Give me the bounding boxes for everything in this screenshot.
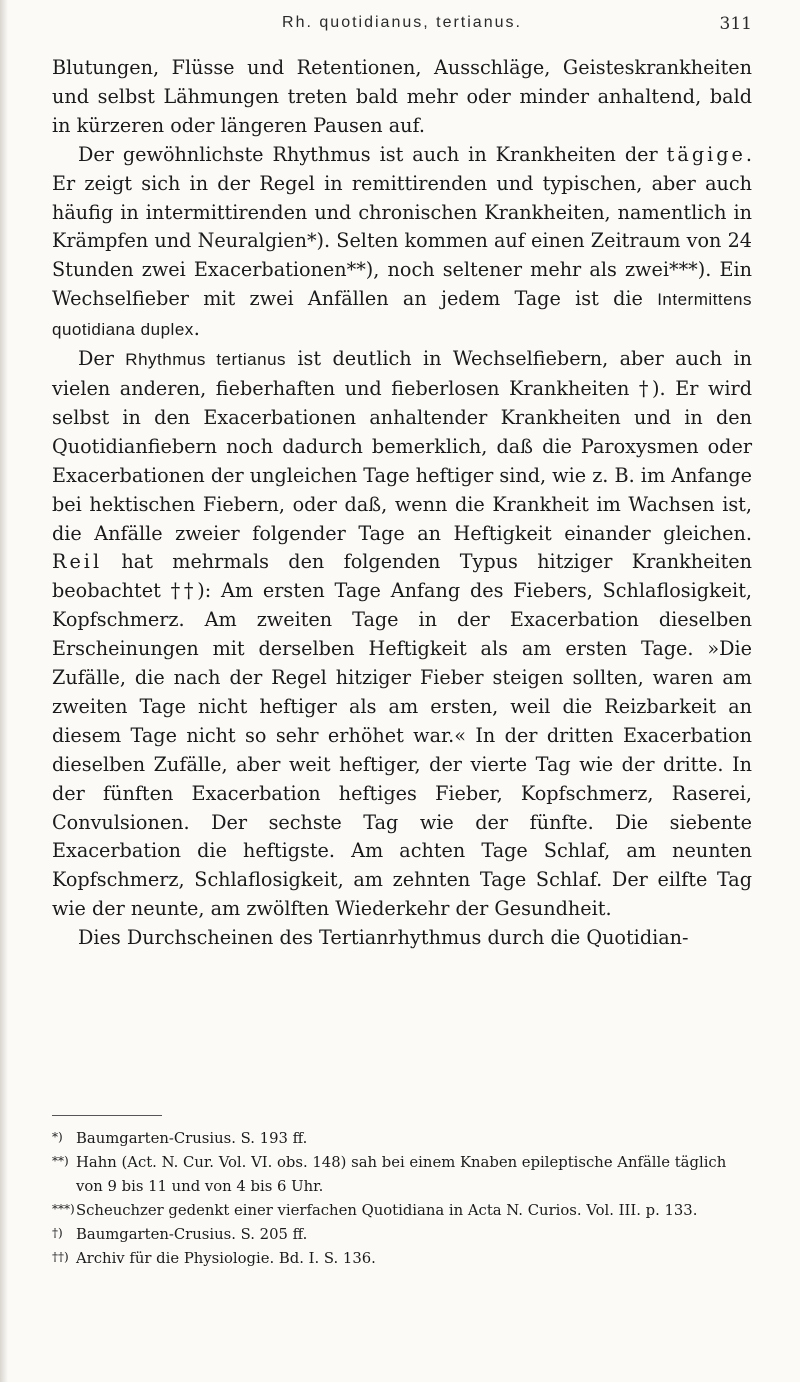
paragraph-2-part-a: Der gewöhnlichste Rhythmus ist auch in Krankheiten der [78,142,667,166]
paragraph-3-part-c: hat mehrmals den folgenden Typus hitziger Krankheiten beobachtet ††): Am ersten Tage Anfang des Fiebers, Schlaflosigkeit, Kopfschmerz. Am zweiten Tage in der Exacerbation dieselben Erscheinungen mit derselben Heftigkeit als am ersten Tage. »Die Zufälle, die nach der Regel hitziger Fieber steigen sollten, waren am zweiten Tage nicht heftiger als am ersten, weil die Reizbarkeit an diesem Tage nicht so sehr erhöhet war.« In der dritten Exacerbation dieselben Zufälle, aber weit heftiger, der vierte Tag wie der dritte. In der fünften Exacerbation heftiges Fieber, Kopfschmerz, Raserei, Convulsionen. Der sechste Tag wie der fünfte. Die siebente Exacerbation die heftigste. Am achten Tage Schlaf, am neunten Kopfschmerz, Schlaflosigkeit, am zehnten Tage Schlaf. Der eilfte Tag wie der neunte, am zwölften Wiederkehr der Gesundheit. [52,550,752,921]
page-number: 311 [719,14,752,34]
footnote-mark: *) [52,1130,63,1144]
footnote [52,1198,752,1222]
footnote-text: Archiv für die Physiologie. Bd. I. S. 136. [76,1250,376,1268]
footnote [52,1126,752,1150]
footnote-rule [52,1115,162,1116]
footnote-text: Baumgarten-Crusius. S. 205 ff. [76,1226,308,1244]
footnote-mark: ***) [52,1201,75,1216]
footnote-text: Hahn (Act. N. Cur. Vol. VI. obs. 148) sah bei einem Knaben epileptische Anfälle täglich von 9 bis 11 und von 4 bis 6 Uhr. [76,1154,727,1195]
paragraph-2-part-b: . Er zeigt sich in der Regel in remittirenden und typischen, aber auch häufig in intermittirenden und chronischen Krankheiten, namentlich in Krämpfen und Neuralgien*). Selten kommen auf einen Zeitraum von 24 Stunden zwei Exacerbationen**), noch seltener mehr als zwei***). Ein Wechselfieber mit zwei Anfällen an jedem Tage ist die [52,142,752,311]
emphasis-reil: Reil [52,550,103,574]
footnote [52,1246,752,1270]
footnote [52,1150,752,1198]
footnote-mark: ††) [52,1250,69,1265]
footnote-mark: **) [52,1154,69,1169]
latin-term-rhythmus-tertianus: Rhythmus tertianus [125,350,287,370]
paragraph-1: Blutungen, Flüsse und Retentionen, Ausschläge, Geisteskrankheiten und selbst Lähmungen treten bald mehr oder minder anhaltend, bald in kürzeren oder längeren Pausen auf. [52,56,752,137]
page-header [52,14,752,38]
latin-term-quotidiana: Intermittens quotidiana duplex [52,290,752,340]
footnote [52,1222,752,1246]
footnote-mark: †) [52,1226,63,1241]
paragraph-2 [52,141,752,345]
emphasis-taegige: tägige [666,142,746,166]
paragraph-2-part-c: . [193,317,200,341]
body-text [52,54,752,953]
paragraph-4: Dies Durchscheinen des Tertianrhythmus durch die Quotidian- [78,926,689,950]
paragraph-3-part-a: Der [78,347,126,371]
footnotes [52,1126,752,1271]
page-edge-shadow [0,0,8,1382]
footnote-text: Baumgarten-Crusius. S. 193 ff. [76,1130,308,1147]
paragraph-3 [52,345,752,924]
running-head: Rh. quotidianus, tertianus. [282,14,522,31]
footnote-text: Scheuchzer gedenkt einer vierfachen Quotidiana in Acta N. Curios. Vol. III. p. 133. [76,1201,698,1219]
paragraph-3-part-b: ist deutlich in Wechselfiebern, aber auch in vielen anderen, fieberhaften und fieberlosen Krankheiten †). Er wird selbst in den Exacerbationen anhaltender Krankheiten und in den Quotidianfiebern noch dadurch bemerklich, daß die Paroxysmen oder Exacerbationen der ungleichen Tage heftiger sind, wie z. B. im Anfange bei hektischen Fiebern, oder daß, wenn die Krankheit im Wachsen ist, die Anfälle zweier folgender Tage an Heftigkeit einander gleichen. [52,347,752,545]
